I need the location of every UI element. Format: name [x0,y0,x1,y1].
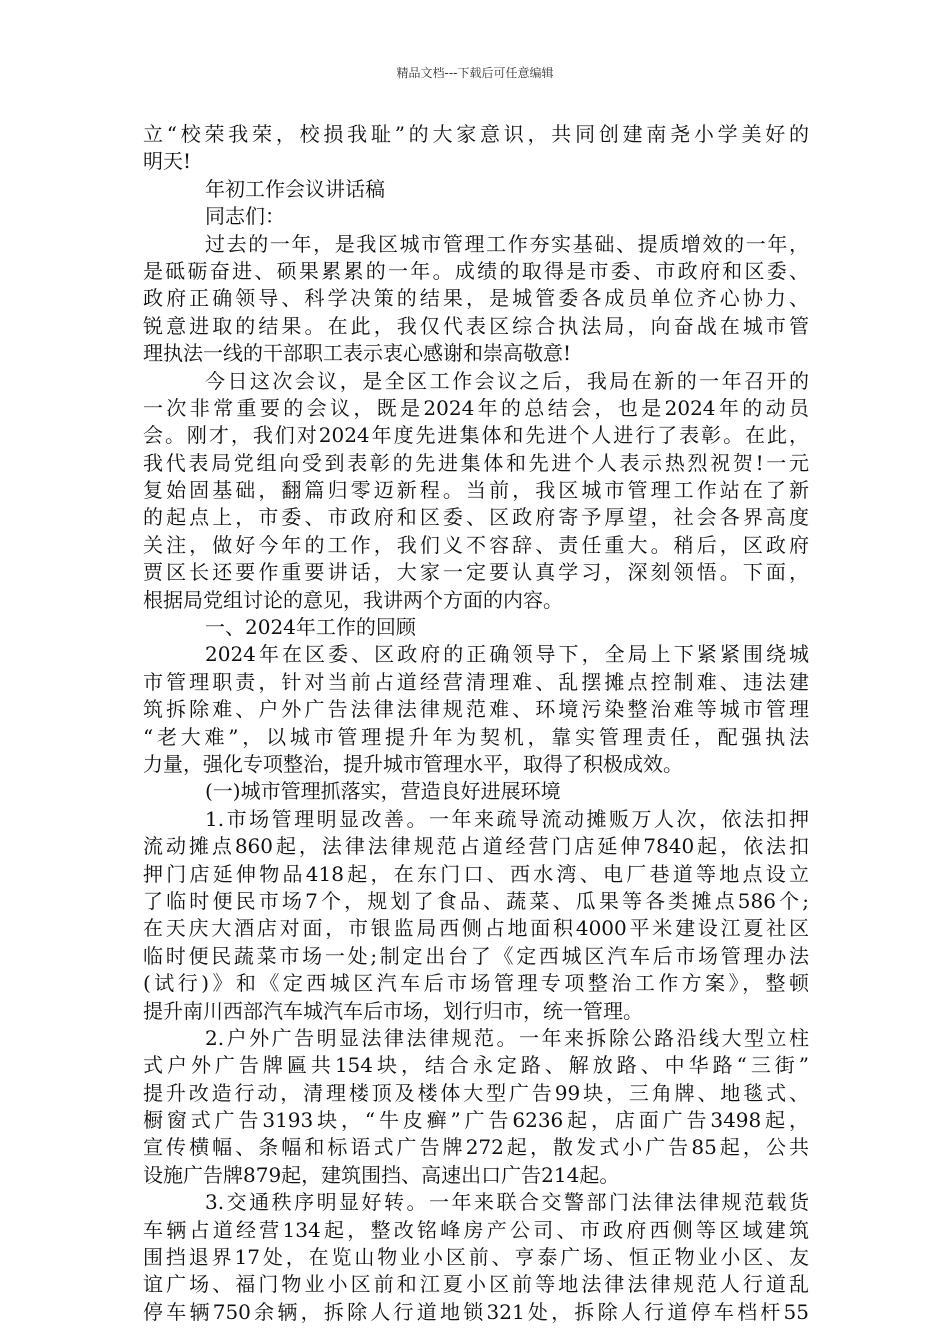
text-line: (一)城市管理抓落实，营造良好进展环境 [205,779,561,804]
text-line: 设施广告牌879起，建筑围挡、高速出口广告214起。 [143,1162,620,1187]
text-line: 政府正确领导、科学决策的结果，是城管委各成员单位齐心协力、 [143,286,809,311]
text-line: 市管理职责，针对当前占道经营清理难、乱摆摊点控制难、违法建 [143,669,809,694]
text-line: 3.交通秩序明显好转。一年来联合交警部门法律法律规范载货 [205,1190,809,1215]
text-line: 橱窗式广告3193块，“牛皮癣”广告6236起，店面广告3498起， [143,1108,809,1133]
text-line: 今日这次会议，是全区工作会议之后，我局在新的一年召开的 [205,368,809,393]
text-line: 年初工作会议讲话稿 [205,176,385,201]
text-line: 1.市场管理明显改善。一年来疏导流动摊贩万人次，依法扣押 [205,806,809,831]
text-line: 围挡退界17处，在览山物业小区前、亨泰广场、恒正物业小区、友 [143,1245,809,1270]
paragraph-speech-title [143,176,809,203]
text-line: 锐意进取的结果。在此，我仅代表区综合执法局，向奋战在城市管 [143,313,809,338]
text-line: 关注，做好今年的工作，我们义不容辞、责任重大。稍后，区政府 [143,532,809,557]
text-line: 了临时便民市场7个，规划了食品、蔬菜、瓜果等各类摊点586个; [143,888,809,913]
text-line: 一次非常重要的会议，既是2024年的总结会，也是2024年的动员 [143,395,809,420]
text-line: 在天庆大酒店对面，市银监局西侧占地面积4000平米建设江夏社区 [143,916,809,941]
text-line: 式户外广告牌匾共154块，结合永定路、解放路、中华路“三街” [143,1053,809,1078]
text-line: 过去的一年，是我区城市管理工作夯实基础、提质增效的一年， [205,231,809,256]
page-header: 精品文档---下载后可任意编辑 [396,66,554,80]
text-line: 理执法一线的干部职工表示衷心感谢和崇高敬意! [143,341,572,366]
paragraph-body [143,1189,809,1326]
text-line: 是砥砺奋进、硕果累累的一年。成绩的取得是市委、市政府和区委、 [143,258,809,283]
text-line: 2024年在区委、区政府的正确领导下，全局上下紧紧围绕城 [205,642,809,667]
paragraph-body [143,368,809,615]
text-line: 同志们： [205,204,285,229]
text-line: 押门店延伸物品418起，在东门口、西水湾、电厂巷道等地点设立 [143,861,809,886]
paragraph-continuation [143,121,809,176]
text-line: 贾区长还要作重要讲话，大家一定要认真学习，深刻领悟。下面， [143,560,809,585]
text-line: 筑拆除难、户外广告法律法律规范难、环境污染整治难等城市管理 [143,697,809,722]
text-line: 提升改造行动，清理楼顶及楼体大型广告99块，三角牌、地毯式、 [143,1080,809,1105]
text-line: 立“校荣我荣，校损我耻”的大家意识，共同创建南尧小学美好的 [143,122,809,146]
paragraph-salutation [143,203,809,230]
text-line: 提升南川西部汽车城汽车后市场，划行归市，统一管理。 [143,998,643,1023]
paragraph-body [143,641,809,778]
text-line: 根据局党组讨论的意见，我讲两个方面的内容。 [143,587,563,612]
paragraph-body [143,806,809,1025]
text-line: 一、2024年工作的回顾 [205,615,416,640]
text-line: 明天! [143,149,192,174]
text-line: (试行)》和《定西城区汽车后市场管理专项整治工作方案》，整顿 [143,971,809,996]
paragraph-subheading [143,778,809,805]
text-line: 的起点上，市委、市政府和区委、区政府寄予厚望，社会各界高度 [143,505,809,530]
text-line: 会。刚才，我们对2024年度先进集体和先进个人进行了表彰。在此， [143,423,809,448]
text-line: 车辆占道经营134起，整改铭峰房产公司、市政府西侧等区域建筑 [143,1217,809,1242]
paragraph-body [143,1025,809,1189]
document-body [143,121,809,1326]
text-line: 停车辆750余辆，拆除人行道地锁321处，拆除人行道停车档杆55 [143,1299,809,1324]
text-line: 我代表局党组向受到表彰的先进集体和先进个人表示热烈祝贺!一元 [143,450,809,475]
text-line: 宣传横幅、条幅和标语式广告牌272起，散发式小广告85起，公共 [143,1135,809,1160]
text-line: 2.户外广告明显法律法律规范。一年来拆除公路沿线大型立柱 [205,1025,809,1050]
text-line: 复始固基础，翻篇归零迈新程。当前，我区城市管理工作站在了新 [143,478,809,503]
text-line: 流动摊点860起，法律法律规范占道经营门店延伸7840起，依法扣 [143,834,809,859]
paragraph-body [143,231,809,368]
text-line: “老大难”，以城市管理提升年为契机，靠实管理责任，配强执法 [143,724,809,749]
text-line: 临时便民蔬菜市场一处;制定出台了《定西城区汽车后市场管理办法 [143,943,809,968]
text-line: 谊广场、福门物业小区前和江夏小区前等地法律法律规范人行道乱 [143,1272,809,1297]
text-line: 力量，强化专项整治，提升城市管理水平，取得了积极成效。 [143,751,683,776]
paragraph-heading [143,614,809,641]
